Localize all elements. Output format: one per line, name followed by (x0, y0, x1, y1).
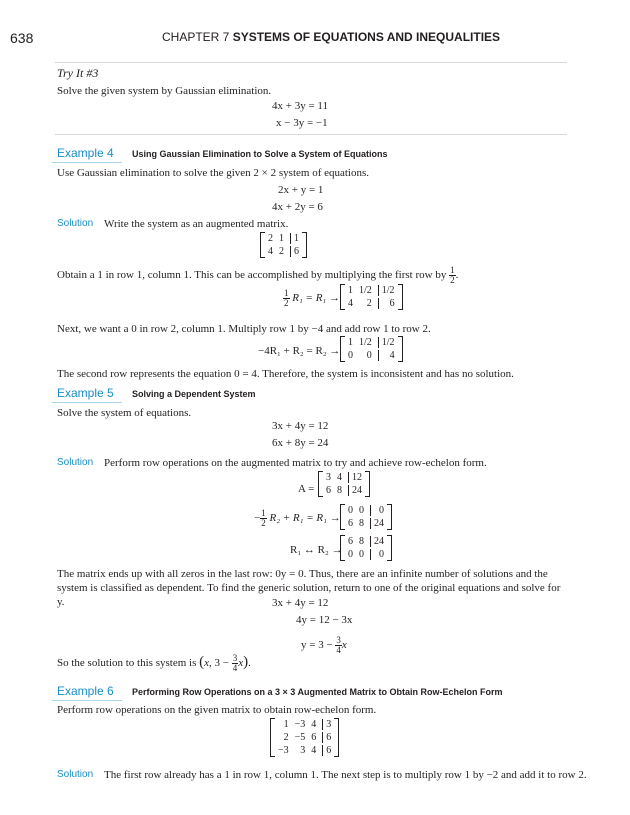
example6-solution-label: Solution (57, 769, 94, 780)
matrix-cell: 1/2 (359, 337, 372, 348)
example6-underline (52, 700, 122, 701)
example6-solution-text: The first row already has a 1 in row 1, column 1. The next step is to multiply row 1 by −2 and add it to row 2. (104, 769, 587, 781)
matrix-cell: 6 (290, 246, 299, 257)
matrix-cell: 2 (268, 233, 273, 244)
example5-solution-text: Perform row operations on the augmented matrix to try and achieve row-echelon form. (104, 457, 487, 469)
example5-a-label: A = (298, 483, 315, 495)
solve3-left: y = 3 − (301, 639, 333, 652)
matrix-cell: 3 (326, 472, 331, 483)
example6-title: Performing Row Operations on a 3 × 3 Augmented Matrix to Obtain Row-Echelon Form (132, 687, 503, 697)
frac-num: 1 (450, 265, 455, 275)
chapter-title: SYSTEMS OF EQUATIONS AND INEQUALITIES (232, 30, 501, 44)
example4-solution-label: Solution (57, 218, 94, 229)
matrix-cell: 3 (300, 745, 306, 756)
example4-matrix2 (340, 284, 403, 310)
matrix-cell: 1 (279, 233, 284, 244)
try-it-eq2: x − 3y = −1 (276, 117, 328, 129)
matrix-cell: 1 (348, 337, 353, 348)
example4-eq2: 4x + 2y = 6 (272, 201, 323, 213)
example4-label: Example 4 (57, 146, 114, 160)
example5-solution-sentence: So the solution to this system is (x, 3 − $\frac{3}{4}$ x). (57, 653, 251, 673)
matrix-cell: 2 (366, 298, 372, 309)
matrix-cell: 6 (322, 745, 331, 756)
example5-solve3: y = 3 − $\frac{3}{4}$ x (301, 635, 347, 655)
matrix-cell: 4 (268, 246, 273, 257)
try-it-top-rule (55, 62, 567, 63)
matrix-cell: 8 (359, 536, 364, 547)
example4-step1-op: $\frac{1}{2}$ R₁ = R₁ → (284, 288, 341, 308)
matrix-cell: 0 (359, 549, 364, 560)
example4-underline (52, 162, 122, 163)
example4-step2-text: Next, we want a 0 in row 2, column 1. Multiply row 1 by −4 and add row 1 to row 2. (57, 323, 431, 335)
example6-label: Example 6 (57, 684, 114, 698)
matrix-cell: 24 (348, 485, 362, 496)
matrix-cell: 0 (366, 350, 372, 361)
solution-sentence: So the solution to this system is (57, 657, 197, 670)
example5-matrix2 (340, 504, 392, 530)
matrix-cell: 4 (378, 350, 395, 361)
matrix-cell: 1/2 (378, 337, 395, 348)
matrix-cell: 0 (348, 505, 353, 516)
example4-solution-text: Write the system as an augmented matrix. (104, 218, 289, 230)
matrix-cell: 2 (279, 246, 284, 257)
try-it-bottom-rule (55, 134, 567, 135)
try-it-title: Try It #3 (57, 66, 99, 80)
page-number: 638 (10, 30, 34, 46)
try-it-eq1: 4x + 3y = 11 (272, 100, 328, 112)
matrix-cell: 6 (378, 298, 395, 309)
matrix-cell: 6 (322, 732, 331, 743)
matrix-cell: 4 (311, 745, 317, 756)
example5-step1-op: − $\frac{1}{2}$ R₂ + R₁ = R₁ → (254, 508, 341, 528)
example4-conclusion: The second row represents the equation 0 = 4. Therefore, the system is inconsistent and has no solution. (57, 368, 514, 380)
example5-underline (52, 402, 122, 403)
matrix-cell: 0 (348, 350, 353, 361)
matrix-cell: 24 (370, 518, 384, 529)
example6-intro: Perform row operations on the given matrix to obtain row-echelon form. (57, 704, 377, 716)
matrix-cell: 24 (370, 536, 384, 547)
matrix-cell: 6 (326, 485, 331, 496)
example6-matrix (270, 718, 339, 757)
matrix-cell: 8 (337, 485, 342, 496)
example5-solve1: 3x + 4y = 12 (272, 597, 329, 609)
example5-eq1: 3x + 4y = 12 (272, 420, 329, 432)
chapter-label: CHAPTER 7 (162, 30, 230, 44)
example4-intro: Use Gaussian elimination to solve the given 2 × 2 system of equations. (57, 167, 370, 179)
example5-matrix1 (318, 471, 370, 497)
example5-intro: Solve the system of equations. (57, 407, 192, 419)
example5-matrix3 (340, 535, 392, 561)
matrix-cell: 1 (283, 719, 289, 730)
example5-step2-op: R₁ ↔ R₂ → (290, 544, 343, 556)
example5-label: Example 5 (57, 386, 114, 400)
example5-eq2: 6x + 8y = 24 (272, 437, 329, 449)
matrix-cell: 4 (348, 298, 353, 309)
matrix-cell: 0 (370, 549, 384, 560)
matrix-cell: 6 (348, 536, 353, 547)
matrix-cell: 4 (311, 719, 317, 730)
example5-solution-label: Solution (57, 457, 94, 468)
step1-sentence: Obtain a 1 in row 1, column 1. This can be accomplished by multiplying the first row by (57, 269, 447, 282)
matrix-cell: 1 (290, 233, 299, 244)
matrix-cell: 3 (322, 719, 331, 730)
matrix-cell: −5 (294, 732, 306, 743)
matrix-cell: 8 (359, 518, 364, 529)
frac-den: 2 (450, 275, 455, 285)
example4-matrix1 (260, 232, 307, 258)
matrix-cell: 4 (337, 472, 342, 483)
matrix-cell: 0 (348, 549, 353, 560)
step1-fraction (449, 266, 456, 285)
example4-title: Using Gaussian Elimination to Solve a System of Equations (132, 149, 388, 159)
example5-paragraph: The matrix ends up with all zeros in the last row: 0y = 0. Thus, there are an infinite number of solutions and the system is classified as dependent. To find the generic solution, return to one of the original equations and solve for y. (57, 568, 561, 608)
example5-solve2: 4y = 12 − 3x (296, 614, 353, 626)
matrix-cell: 1/2 (378, 285, 395, 296)
op-text: R₂ + R₁ = R₁ → (269, 512, 341, 525)
op-text: R₁ = R₁ → (292, 292, 341, 305)
example4-matrix3 (340, 336, 403, 362)
matrix-cell: 1/2 (359, 285, 372, 296)
matrix-cell: 6 (348, 518, 353, 529)
matrix-cell: 2 (283, 732, 289, 743)
matrix-cell: −3 (294, 719, 306, 730)
matrix-cell: 12 (348, 472, 362, 483)
chapter-header (162, 30, 500, 44)
matrix-cell: 6 (311, 732, 317, 743)
matrix-cell: 1 (348, 285, 353, 296)
matrix-cell: 0 (370, 505, 384, 516)
matrix-cell: −3 (278, 745, 289, 756)
example4-eq1: 2x + y = 1 (278, 184, 324, 196)
example4-step1-text: Obtain a 1 in row 1, column 1. This can be accomplished by multiplying the first row by $\frac{1}{2}$ . (57, 265, 459, 285)
try-it-instruction: Solve the given system by Gaussian elimination. (57, 85, 272, 97)
example4-step2-op: −4R₁ + R₂ = R₂ → (258, 345, 341, 357)
matrix-cell: 0 (359, 505, 364, 516)
example5-title: Solving a Dependent System (132, 389, 256, 399)
